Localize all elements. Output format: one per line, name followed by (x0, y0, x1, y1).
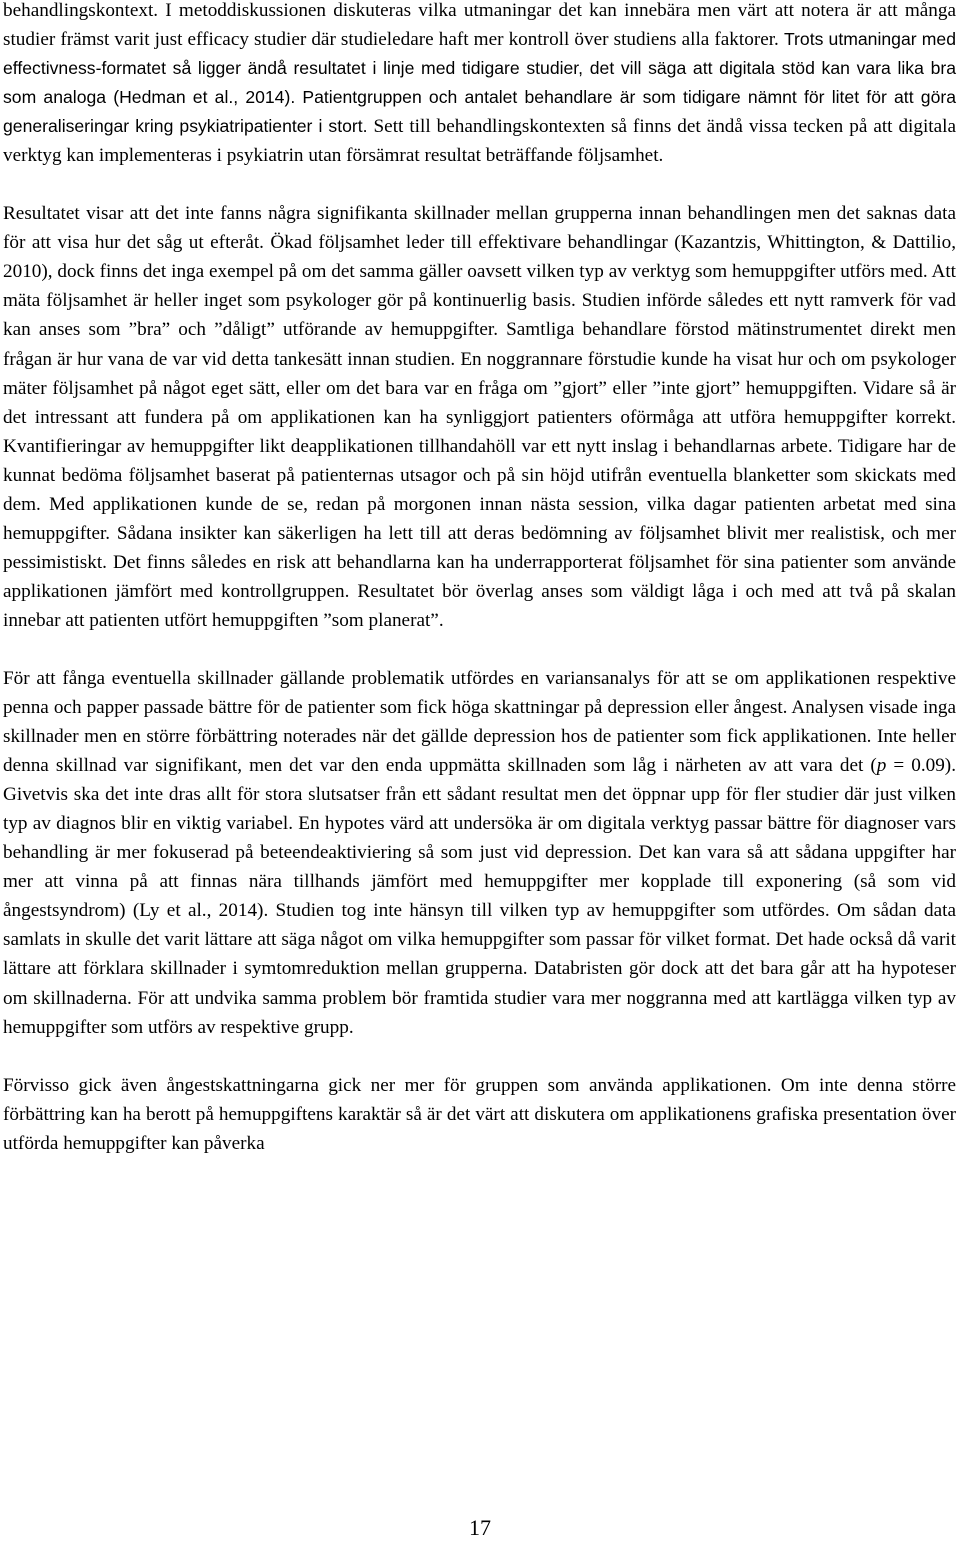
text-segment: Förvisso gick även ångestskattningarna gick ner mer för gruppen som använda applikationen. Om inte denna större förbättring kan ha berott på hemuppgiftens karaktär så är det värt att diskutera om applikationens grafiska presentation över utförda hemuppgifter kan påverka (3, 1074, 956, 1154)
page-number: 17 (469, 1515, 491, 1540)
text-segment-sans: Trots utmaningar med effectivness-formatet så ligger ändå resultatet i linje med tidigare studier, det vill säga att digitala stöd kan vara lika bra som analoga (Hedman et al., 2014). Patientgruppen och antalet behandlare är som tidigare nämnt för litet för att göra generaliseringar kring psykiatripatienter i stort. (3, 29, 956, 137)
text-segment: = 0.09). Givetvis ska det inte dras allt för stora slutsatser från ett sådant resultat men det öppnar upp för fler studier där just vilken typ av diagnos blir en viktig variabel. En hypotes värd att undersöka är om digitala verktyg passar bättre för diagnoser vars behandling är mer fokuserad på beteendeaktiviering så som just vid depression. Det kan vara så att sådana uppgifter har mer att vinna på att finnas nära tillhands jämfört med hemuppgifter mer kopplade till exponering (så som vid ångestsyndrom) (Ly et al., 2014). Studien tog inte hänsyn till vilken typ av hemuppgifter som utfördes. Om sådan data samlats in skulle det varit lättare att säga något om vilka hemuppgifter som passar för vilket format. Det hade också då varit lättare att förklara skillnader i symtomreduktion mellan grupperna. Databristen gör dock att det bara går att ha hypoteser om skillnaderna. För att undvika samma problem bör framtida studier vara mer noggranna med att kartlägga vilken typ av hemuppgifter som utförs av respektive grupp. (3, 755, 956, 1038)
paragraph-3 (3, 664, 956, 1042)
paragraph-2 (3, 199, 956, 635)
text-segment: Resultatet visar att det inte fanns några signifikanta skillnader mellan grupperna innan behandlingen men det saknas data för att visa hur det såg ut efteråt. Ökad följsamhet leder till effektivare behandlingar (Kazantzis, Whittington, & Dattilio, 2010), dock finns det inga exempel på om det samma gäller oavsett vilken typ av verktyg som hemuppgifter utförs med. Att mäta följsamhet är heller inget som psykologer gör på kontinuerlig basis. Studien införde således ett nytt ramverk för vad kan anses som ”bra” och ”dåligt” utförande av hemuppgifter. Samtliga behandlare förstod mätinstrumentet direkt men frågan är hur vana de var vid detta tankesätt innan studien. En noggrannare förstudie kunde ha visat hur och om psykologer mäter följsamhet på något eget sätt, eller om det bara var en fråga om ”gjort” eller ”inte gjort” hemuppgiften. Vidare så är det intressant att fundera på om applikationen kan ha synliggjort patienters oförmåga att utföra hemuppgifter korrekt. Kvantifieringar av hemuppgifter likt deapplikationen tillhandahöll var ett nytt inslag i behandlarnas arbete. Tidigare har de kunnat bedöma följsamhet baserat på patienternas utsagor och på sin höjd utifrån eventuella blanketter som skickats med dem. Med applikationen kunde de se, redan på morgonen innan nästa session, vilka dagar patienten arbetat med sina hemuppgifter. Sådana insikter kan säkerligen ha lett till att deras bedömning av följsamhet blivit mer realistisk, och mer pessimistiskt. Det finns således en risk att behandlarna kan ha underrapporterat följsamhet för sina patienter som använde applikationen jämfört med kontrollgruppen. Resultatet bör överlag anses som väldigt låga i och med att två på skalan innebar att patienten utfört hemuppgiften ”som planerat”. (3, 203, 956, 631)
text-segment: För att fånga eventuella skillnader gällande problematik utfördes en variansanalys för att se om applikationen respektive penna och papper passade bättre för de patienter som fick höga skattningar på depression eller ångest. Analysen visade inga skillnader men en större förbättring noterades när det gällde depression hos de patienter som fick applikationen. Inte heller denna skillnad var signifikant, men det var den enda uppmätta skillnaden som låg i närheten av att vara det ( (3, 667, 956, 777)
text-segment: Sett till behandlingskontexten så finns det ändå vissa tecken på att digitala verktyg kan implementeras i psykiatrin utan försämrat resultat beträffande följsamhet. (3, 116, 957, 167)
text-segment: behandlingskontext. I metoddiskussionen diskuteras vilka utmaningar det kan innebära men värt att notera är att många studier främst varit just efficacy studier där studieledare haft mer kontroll över studiens alla faktorer. (3, 0, 956, 51)
paragraph-4 (3, 1071, 956, 1158)
paragraph-1 (3, 0, 956, 170)
body-text (3, 0, 956, 1158)
italic-symbol: p (876, 755, 887, 777)
